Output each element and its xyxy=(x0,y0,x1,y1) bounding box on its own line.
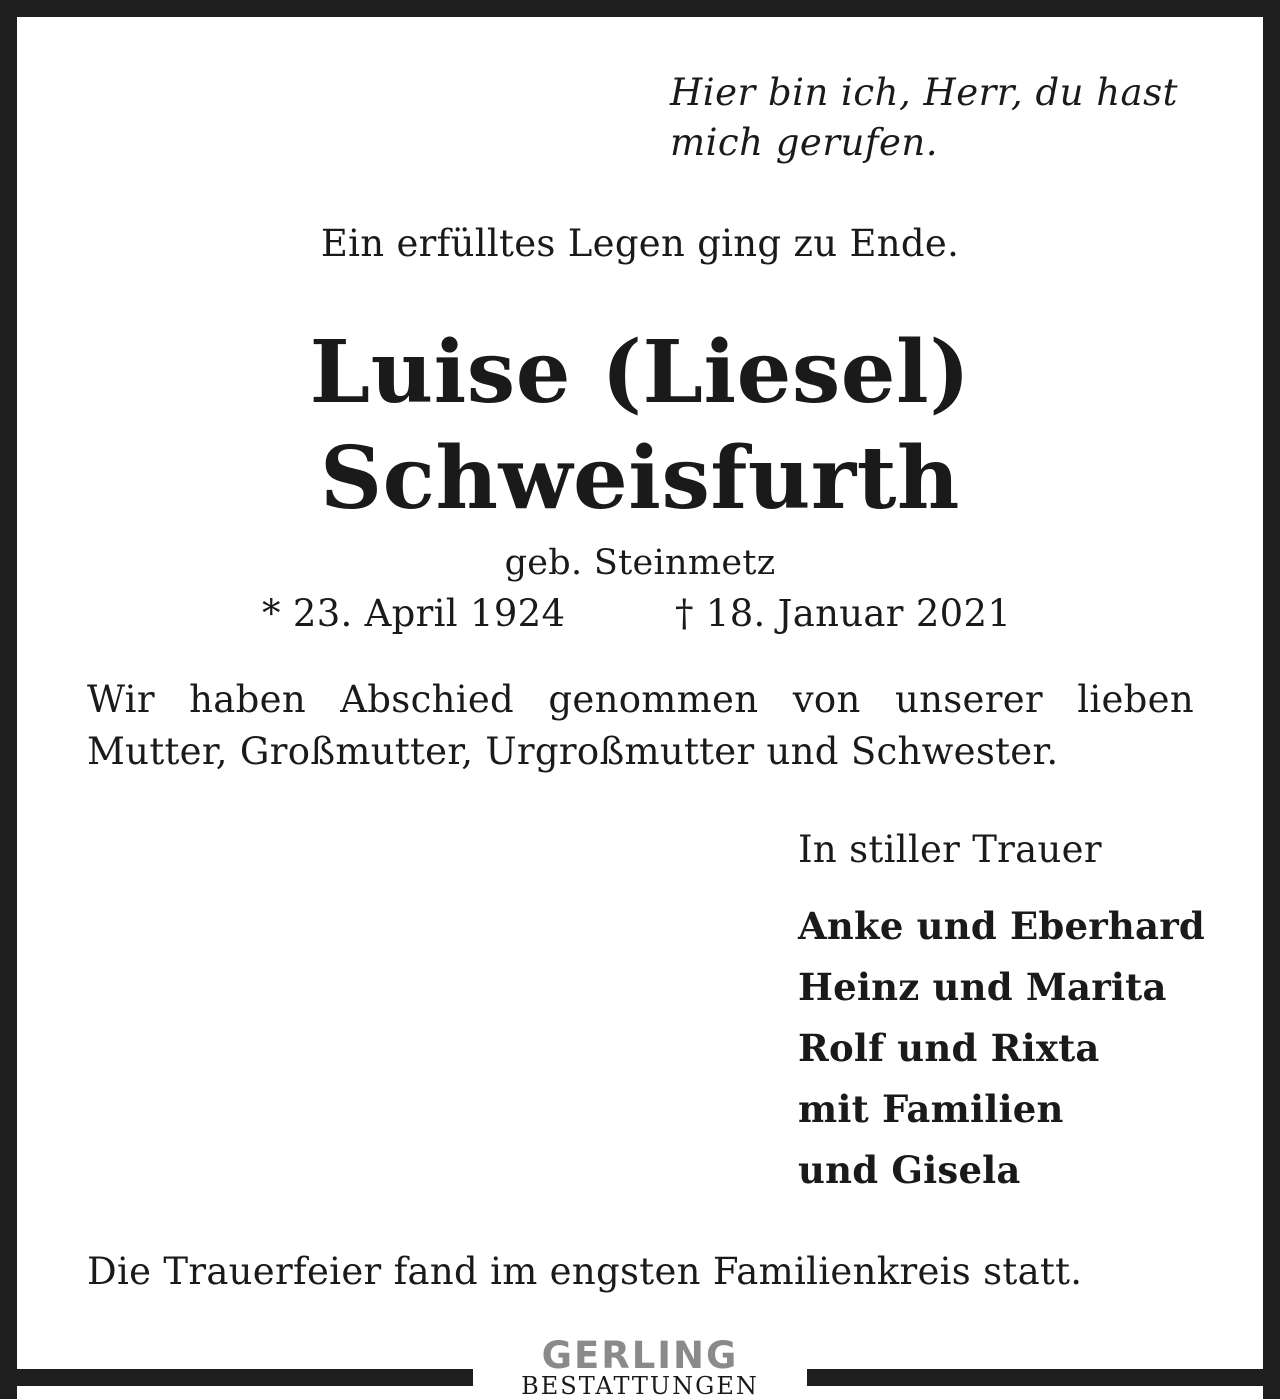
ceremony-note: Die Trauerfeier fand im engsten Familienkreis statt. xyxy=(87,1250,1083,1293)
signers-list xyxy=(798,896,1205,1201)
deceased-name-first: Luise (Liesel) xyxy=(309,322,971,423)
signer: und Gisela xyxy=(798,1148,1021,1192)
mourning-line: In stiller Trauer xyxy=(798,828,1102,871)
border-left xyxy=(0,0,17,1399)
death-date: † 18. Januar 2021 xyxy=(675,592,1012,635)
deceased-name-last: Schweisfurth xyxy=(320,428,960,529)
border-bottom-left xyxy=(0,1369,473,1386)
bible-quote: Hier bin ich, Herr, du hast mich gerufen. xyxy=(670,71,1178,164)
maiden-name: geb. Steinmetz xyxy=(504,543,776,583)
logo-name: GERLING xyxy=(541,1334,739,1377)
intro-line: Ein erfülltes Legen ging zu Ende. xyxy=(320,222,960,265)
signer: mit Familien xyxy=(798,1087,1064,1131)
border-right xyxy=(1263,0,1280,1399)
birth-date: * 23. April 1924 xyxy=(262,592,566,635)
logo-subtitle: BESTATTUNGEN xyxy=(521,1372,759,1400)
farewell-message: Wir haben Abschied genommen von unserer lieben Mutter, Großmutter, Urgroßmutter und Schwester. xyxy=(87,678,1194,773)
signer: Anke und Eberhard xyxy=(798,904,1205,948)
signer: Rolf und Rixta xyxy=(798,1026,1100,1070)
border-bottom-right xyxy=(807,1369,1280,1386)
signer: Heinz und Marita xyxy=(798,965,1167,1009)
funeral-home-logo xyxy=(480,1334,800,1400)
border-top xyxy=(0,0,1280,17)
